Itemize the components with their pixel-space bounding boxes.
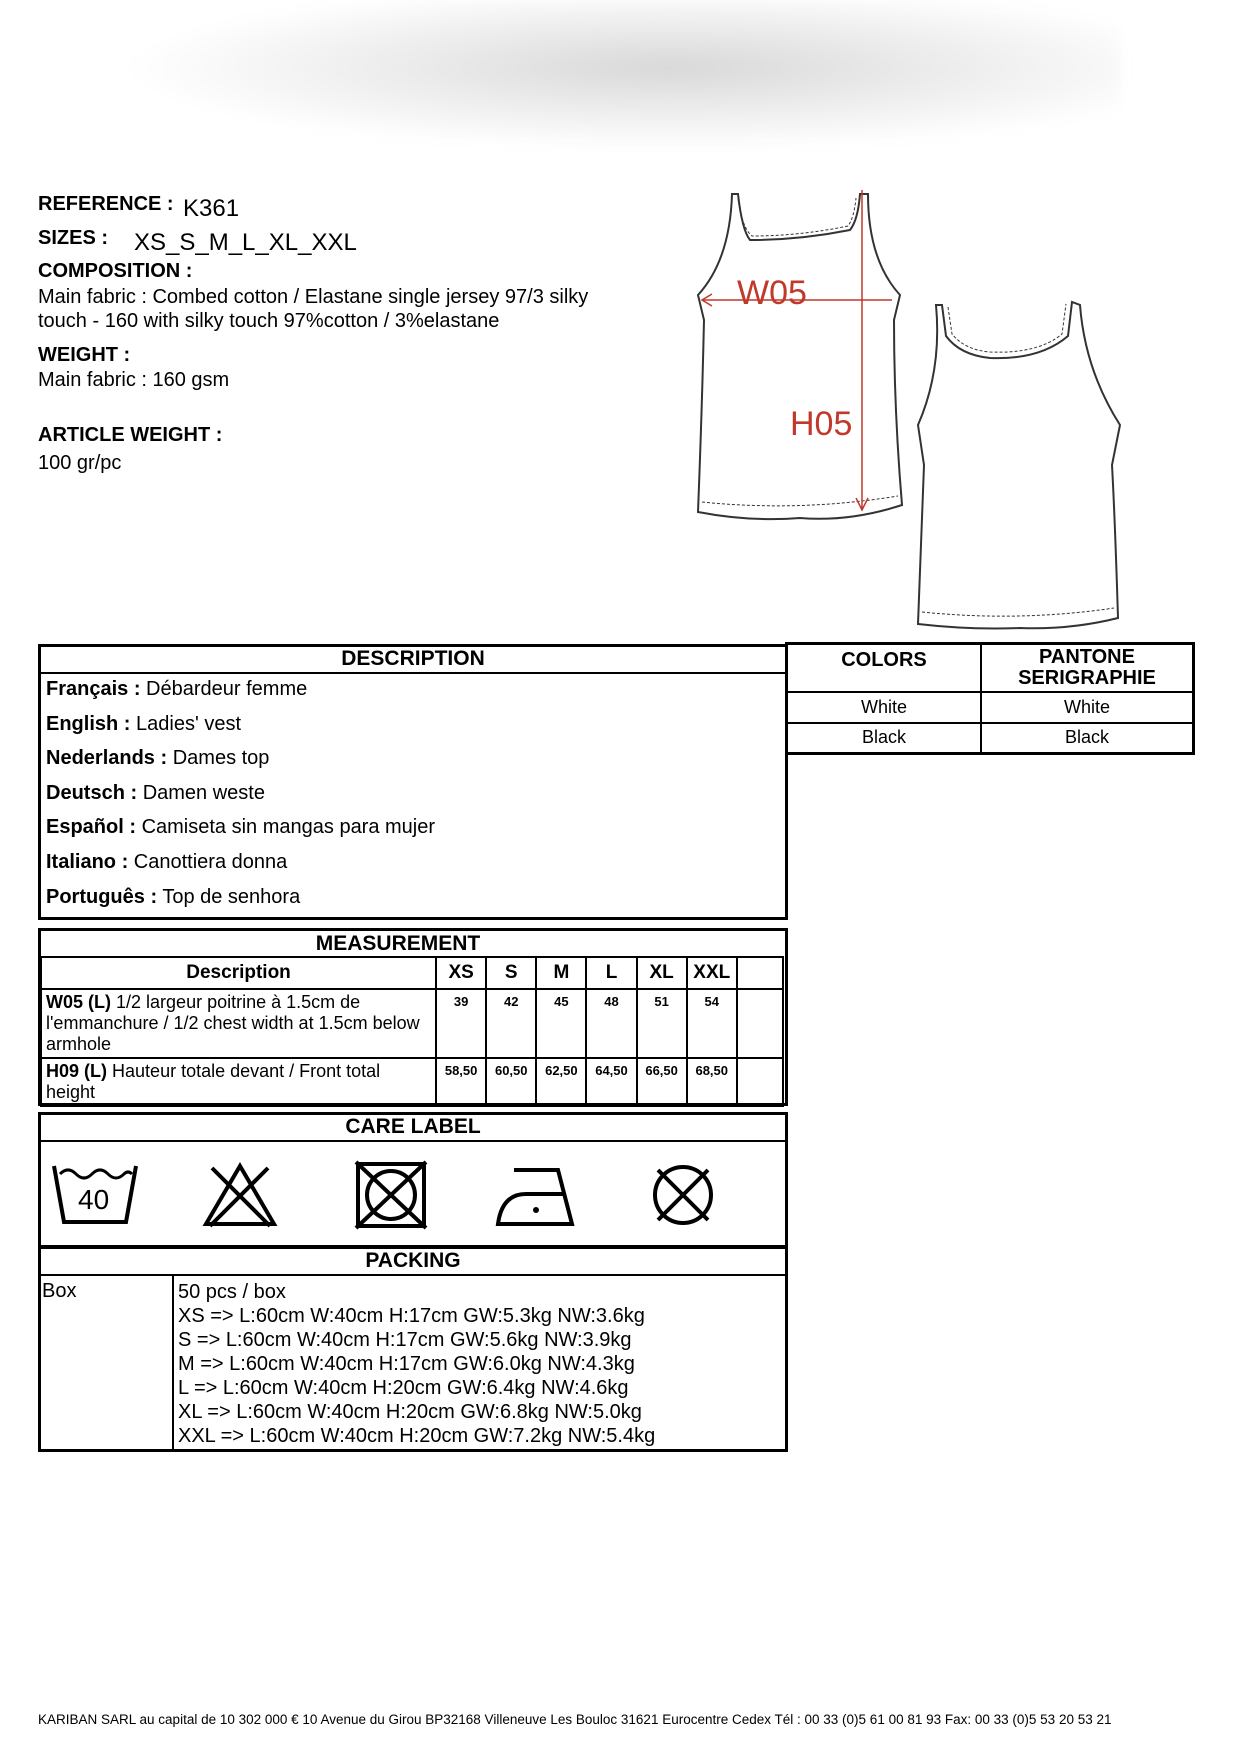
- meas-row-w05: W05 (L) 1/2 largeur poitrine à 1.5cm de l'emmanchure / 1/2 chest width at 1.5cm below armhole: [41, 989, 436, 1058]
- packing-unit: Box: [42, 1280, 77, 1302]
- desc-dutch: Nederlands : Dames top: [46, 747, 270, 769]
- h09-xl: 66,50: [637, 1058, 687, 1106]
- article-weight-label: ARTICLE WEIGHT :: [38, 424, 223, 446]
- meas-empty-col: [737, 957, 783, 989]
- tank-top-front-view: [698, 194, 902, 519]
- colors-table: [785, 642, 1195, 755]
- packing-title: PACKING: [365, 1249, 461, 1272]
- h09-xs: 58,50: [436, 1058, 486, 1106]
- desc-spanish: Español : Camiseta sin mangas para mujer: [46, 816, 436, 838]
- desc-french: Français : Débardeur femme: [46, 678, 308, 700]
- packing-line-3: S => L:60cm W:40cm H:17cm GW:5.6kg NW:3.9kg: [178, 1329, 632, 1351]
- measurement-table: [40, 956, 784, 1107]
- do-not-dry-clean-icon: [648, 1162, 718, 1228]
- meas-row-h09: H09 (L) Hauteur totale devant / Front total height: [41, 1058, 436, 1106]
- size-xs: XS: [436, 957, 486, 989]
- color-white: White: [787, 692, 982, 723]
- h09-xxl: 68,50: [687, 1058, 737, 1106]
- desc-portuguese: Português : Top de senhora: [46, 886, 301, 908]
- do-not-bleach-icon: [200, 1160, 280, 1230]
- wash-temp: 40: [78, 1184, 110, 1215]
- h05-label: H05: [790, 405, 853, 443]
- h09-m: 62,50: [536, 1058, 586, 1106]
- desc-italian: Italiano : Canottiera donna: [46, 851, 288, 873]
- packing-line-5: L => L:60cm W:40cm H:20cm GW:6.4kg NW:4.6kg: [178, 1377, 629, 1399]
- packing-line-2: XS => L:60cm W:40cm H:17cm GW:5.3kg NW:3.6kg: [178, 1305, 645, 1327]
- care-label-title: CARE LABEL: [345, 1115, 481, 1138]
- w05-xxl: 54: [687, 989, 737, 1058]
- weight-label: WEIGHT :: [38, 344, 131, 366]
- weight-value: Main fabric : 160 gsm: [38, 369, 230, 391]
- size-xxl: XXL: [687, 957, 737, 989]
- packing-header-divider: [38, 1274, 788, 1276]
- pantone-white: White: [981, 692, 1194, 723]
- composition-label: COMPOSITION :: [38, 260, 193, 282]
- garment-drawing: [690, 180, 1130, 640]
- h09-s: 60,50: [486, 1058, 536, 1106]
- packing-line-7: XXL => L:60cm W:40cm H:20cm GW:7.2kg NW:5.4kg: [178, 1425, 656, 1447]
- h09-l: 64,50: [586, 1058, 636, 1106]
- packing-line-4: M => L:60cm W:40cm H:17cm GW:6.0kg NW:4.3kg: [178, 1353, 635, 1375]
- composition-line1: Main fabric : Combed cotton / Elastane single jersey 97/3 silky: [38, 286, 589, 308]
- w05-m: 45: [536, 989, 586, 1058]
- iron-low-icon: [492, 1160, 582, 1230]
- reference-value: K361: [183, 195, 240, 222]
- w05-s: 42: [486, 989, 536, 1058]
- sizes-value: XS_S_M_L_XL_XXL: [134, 229, 357, 256]
- do-not-tumble-dry-icon: [352, 1160, 430, 1230]
- composition-line2: touch - 160 with silky touch 97%cotton / 3%elastane: [38, 310, 500, 332]
- reference-label: REFERENCE :: [38, 193, 174, 215]
- packing-line-6: XL => L:60cm W:40cm H:20cm GW:6.8kg NW:5.0kg: [178, 1401, 642, 1423]
- size-xl: XL: [637, 957, 687, 989]
- description-header-divider: [38, 672, 788, 674]
- top-blurred-area: [120, 0, 1120, 150]
- sizes-label: SIZES :: [38, 227, 109, 249]
- meas-desc-header: Description: [41, 957, 436, 989]
- w05-label: W05: [737, 274, 807, 312]
- packing-line-1: 50 pcs / box: [178, 1281, 286, 1303]
- desc-english: English : Ladies' vest: [46, 713, 242, 735]
- w05-empty: [737, 989, 783, 1058]
- packing-column-divider: [172, 1276, 174, 1449]
- measurement-title: MEASUREMENT: [315, 932, 481, 955]
- size-l: L: [586, 957, 636, 989]
- size-s: S: [486, 957, 536, 989]
- article-weight-value: 100 gr/pc: [38, 452, 122, 474]
- description-title: DESCRIPTION: [341, 647, 485, 670]
- pantone-black: Black: [981, 723, 1194, 754]
- colors-header: COLORS: [787, 644, 982, 692]
- h09-empty: [737, 1058, 783, 1106]
- w05-xs: 39: [436, 989, 486, 1058]
- company-footer: KARIBAN SARL au capital de 10 302 000 € 10 Avenue du Girou BP32168 Villeneuve Les Bouloc 31621 Eurocentre Cedex Tél : 00 33 (0)5 61 00 81 93 Fax: 00 33 (0)5 53 20 53 21: [38, 1712, 1112, 1727]
- w05-xl: 51: [637, 989, 687, 1058]
- w05-l: 48: [586, 989, 636, 1058]
- color-black: Black: [787, 723, 982, 754]
- size-m: M: [536, 957, 586, 989]
- tank-top-back-view: [918, 302, 1120, 629]
- desc-german: Deutsch : Damen weste: [46, 782, 265, 804]
- care-header-divider: [38, 1140, 788, 1142]
- pantone-header: PANTONE SERIGRAPHIE: [981, 644, 1194, 692]
